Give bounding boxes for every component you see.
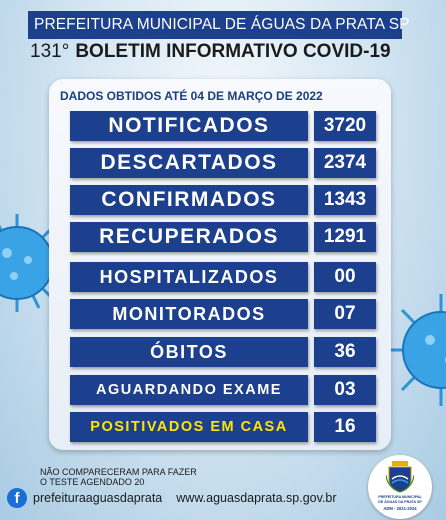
stat-label: NOTIFICADOS xyxy=(70,111,308,141)
stat-label: MONITORADOS xyxy=(70,299,308,329)
website-link[interactable]: www.aguasdaprata.sp.gov.br xyxy=(176,491,337,505)
bulletin-number: 131° xyxy=(30,41,70,62)
crest-text: ADM - 2021-2024 xyxy=(383,506,417,511)
facebook-handle[interactable]: prefeituraaguasdaprata xyxy=(33,491,163,505)
bulletin-title xyxy=(30,41,391,63)
stat-row-aguardando-exame xyxy=(70,375,376,405)
stat-label: POSITIVADOS EM CASA xyxy=(70,412,308,442)
stat-label: ÓBITOS xyxy=(70,337,308,367)
stat-value: 1291 xyxy=(314,222,376,252)
stat-row-descartados xyxy=(70,148,376,178)
coat-of-arms-icon xyxy=(386,461,414,493)
stat-row-positivados-em-casa xyxy=(70,412,376,442)
stat-label: CONFIRMADOS xyxy=(70,185,308,215)
stat-label: AGUARDANDO EXAME xyxy=(70,375,308,405)
stat-value: 2374 xyxy=(314,148,376,178)
crest-text: PREFEITURA MUNICIPAL xyxy=(378,495,422,499)
data-date: DADOS OBTIDOS ATÉ 04 DE MARÇO DE 2022 xyxy=(60,89,323,103)
stat-row-obitos xyxy=(70,337,376,367)
stat-row-monitorados xyxy=(70,299,376,329)
stat-row-recuperados xyxy=(70,222,376,252)
stat-row-confirmados xyxy=(70,185,376,215)
stat-value: 1343 xyxy=(314,185,376,215)
virus-icon xyxy=(386,290,446,410)
stat-value: 36 xyxy=(314,337,376,367)
facebook-icon[interactable]: f xyxy=(7,488,27,508)
footnote-line: NÃO COMPARECERAM PARA FAZER xyxy=(40,467,197,477)
municipal-crest xyxy=(368,455,432,519)
header-title: PREFEITURA MUNICIPAL DE ÁGUAS DA PRATA SP xyxy=(28,11,402,39)
stat-value: 00 xyxy=(314,262,376,292)
stat-value: 03 xyxy=(314,375,376,405)
stat-value: 07 xyxy=(314,299,376,329)
footnote xyxy=(40,467,197,487)
stat-label: RECUPERADOS xyxy=(70,222,308,252)
footnote-line: O TESTE AGENDADO 20 xyxy=(40,477,145,487)
bulletin-title-text: BOLETIM INFORMATIVO COVID-19 xyxy=(75,41,391,62)
stat-label: HOSPITALIZADOS xyxy=(70,262,308,292)
stat-row-hospitalizados xyxy=(70,262,376,292)
stat-value: 16 xyxy=(314,412,376,442)
crest-text: DE ÁGUAS DA PRATA SP xyxy=(378,500,422,504)
stat-value: 3720 xyxy=(314,111,376,141)
social-links xyxy=(7,488,337,508)
stat-row-notificados xyxy=(70,111,376,141)
stat-label: DESCARTADOS xyxy=(70,148,308,178)
